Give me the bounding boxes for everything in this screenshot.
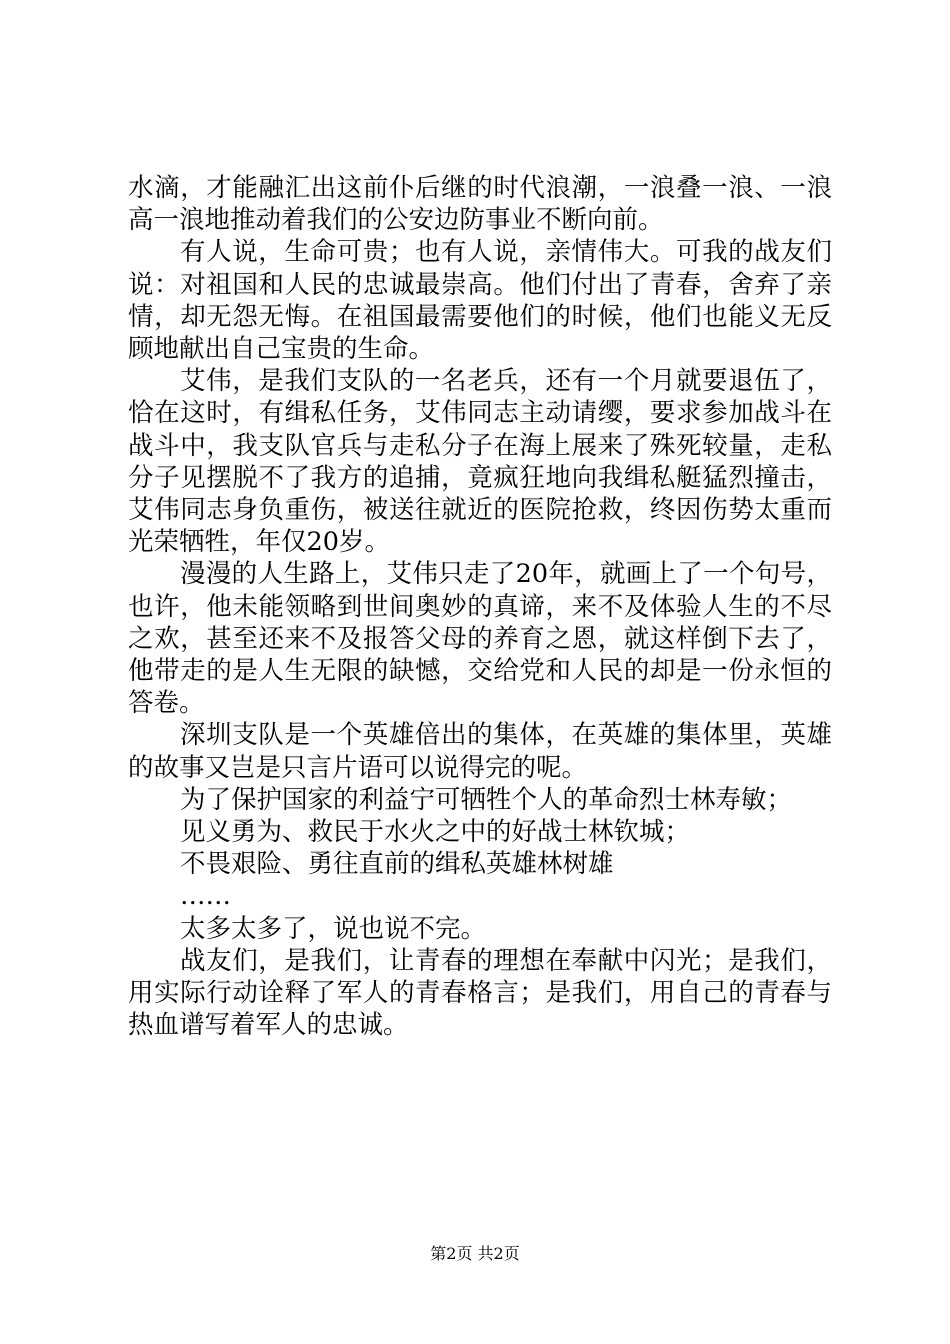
paragraph-2: 有人说，生命可贵；也有人说，亲情伟大。可我的战友们说：对祖国和人民的忠诚最崇高。他们付出了青春，舍弃了亲情，却无怨无悔。在祖国最需要他们的时候，他们也能义无反顾地献出自己宝贵的生命。 [128, 237, 832, 365]
paragraph-ellipsis: …… [180, 881, 231, 912]
paragraph-11: 战友们，是我们，让青春的理想在奉献中闪光；是我们，用实际行动诠释了军人的青春格言；是我们，用自己的青春与热血谱写着军人的忠诚。 [128, 945, 832, 1041]
paragraph-1: 水滴，才能融汇出这前仆后继的时代浪潮，一浪叠一浪、一浪高一浪地推动着我们的公安边防事业不断向前。 [128, 173, 832, 236]
page-number-footer: 第2页 共2页 [430, 1244, 520, 1263]
paragraph-6: 为了保护国家的利益宁可牺牲个人的革命烈士林寿敏； [180, 784, 793, 815]
paragraph-3: 艾伟，是我们支队的一名老兵，还有一个月就要退伍了，恰在这时，有缉私任务，艾伟同志主动请缨，要求参加战斗在战斗中，我支队官兵与走私分子在海上展来了殊死较量，走私分子见摆脱不了我方的追捕，竟疯狂地向我缉私艇猛烈撞击，艾伟同志身负重伤，被送往就近的医院抢救，终因伤势太重而光荣牺牲，年仅20岁。 [128, 366, 832, 558]
document-body [128, 172, 832, 1041]
paragraph-4: 漫漫的人生路上，艾伟只走了20年，就画上了一个句号，也许，他未能领略到世间奥妙的真谛，来不及体验人生的不尽之欢，甚至还来不及报答父母的养育之恩，就这样倒下去了，他带走的是人生无限的缺憾，交给党和人民的却是一份永恒的答卷。 [128, 559, 832, 719]
paragraph-7: 见义勇为、救民于水火之中的好战士林钦城； [180, 817, 691, 848]
paragraph-10: 太多太多了，说也说不完。 [180, 913, 487, 944]
paragraph-8: 不畏艰险、勇往直前的缉私英雄林树雄 [180, 849, 614, 880]
paragraph-5: 深圳支队是一个英雄倍出的集体，在英雄的集体里，英雄的故事又岂是只言片语可以说得完的呢。 [128, 720, 832, 783]
